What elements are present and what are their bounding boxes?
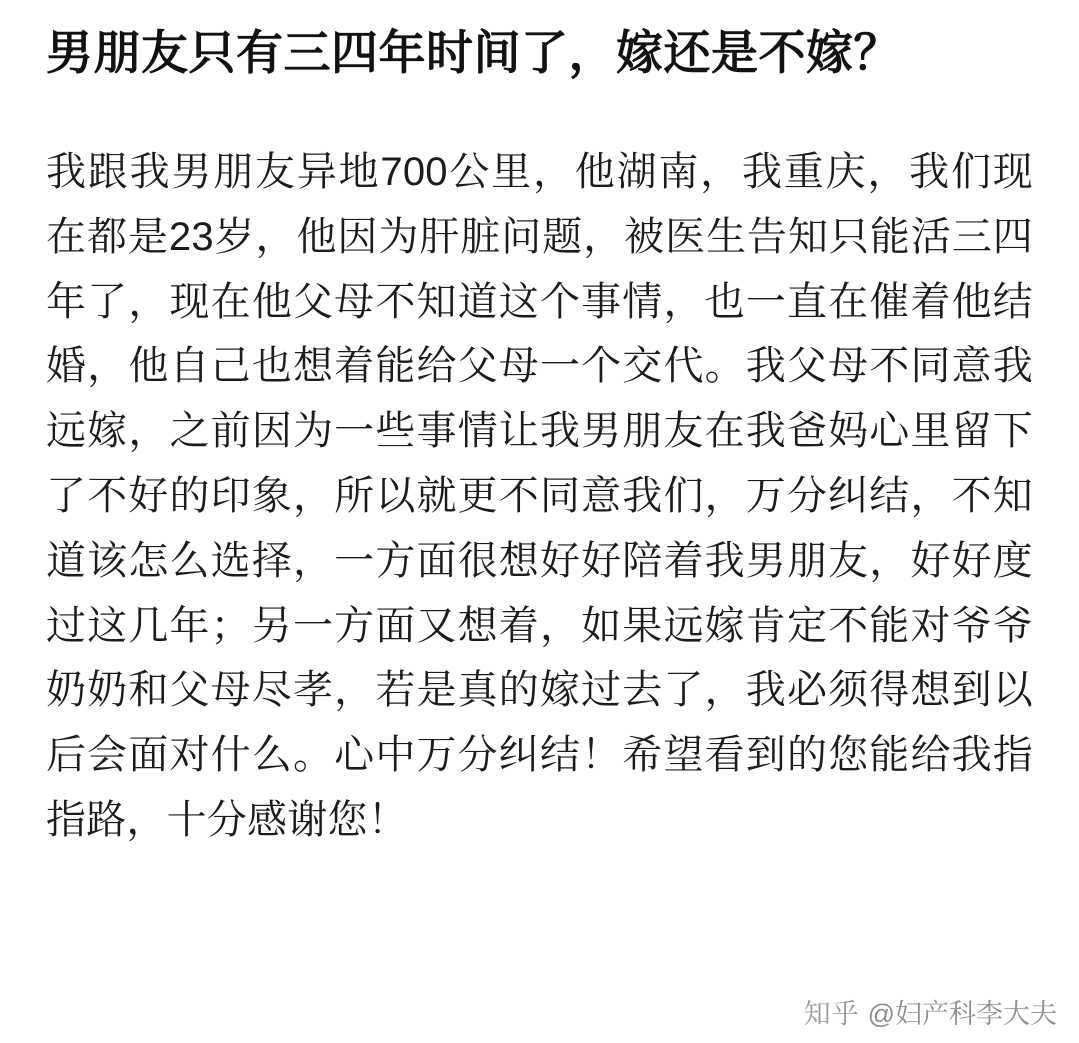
watermark — [804, 992, 1057, 1031]
page-title: 男朋友只有三四年时间了，嫁还是不嫁？ — [46, 26, 901, 79]
zhihu-logo: 知乎 — [803, 999, 860, 1029]
article-body: 我跟我男朋友异地700公里，他湖南，我重庆，我们现在都是23岁，他因为肝脏问题，被医生告知只能活三四年了，现在他父母不知道这个事情，也一直在催着他结婚，他自己也想着能给父母一个交代。我父母不同意我远嫁，之前因为一些事情让我男朋友在我爸妈心里留下了不好的印象，所以就更不同意我们，万分纠结，不知道该怎么选择，一方面很想好好陪着我男朋友，好好度过这几年；另一方面又想着，如果远嫁肯定不能对爷爷奶奶和父母尽孝，若是真的嫁过去了，我必须得想到以后会面对什么。心中万分纠结！希望看到的您能给我指指路，十分感谢您！ — [46, 150, 1033, 842]
author-handle: @妇产科李大夫 — [867, 999, 1057, 1029]
